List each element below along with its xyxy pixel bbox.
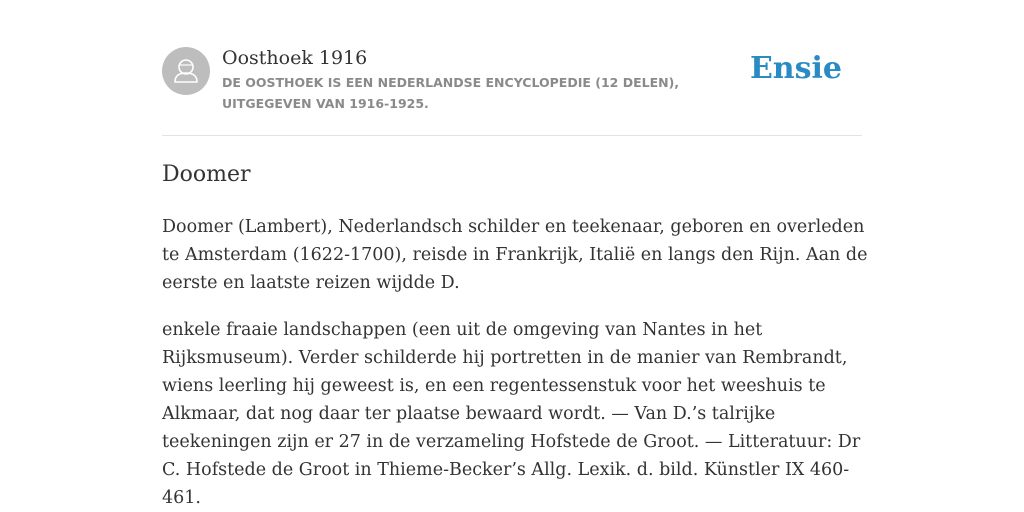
source-title[interactable]: Oosthoek 1916: [222, 47, 368, 69]
article-paragraph-1: Doomer (Lambert), Nederlandsch schilder en teekenaar, geboren en overleden te Amsterdam (1622-1700), reisde in Frankrijk, Italië en langs den Rijn. Aan de eerste en laatste reizen wijdde D.: [162, 217, 868, 293]
source-description: DE OOSTHOEK IS EEN NEDERLANDSE ENCYCLOPEDIE (12 DELEN), UITGEGEVEN VAN 1916-1925.: [222, 75, 680, 111]
source-header: [162, 46, 862, 116]
article-paragraph-2: enkele fraaie landschappen (een uit de omgeving van Nantes in het Rijksmuseum). Verder schilderde hij portretten in de manier van Rembrandt, wiens leerling hij geweest is, en een regentessenstuk voor het weeshuis te Alkmaar, dat nog daar ter plaatse bewaard wordt. — Van D.’s talrijke teekeningen zijn er 27 in de verzameling Hofstede de Groot. — Litteratuur: Dr C. Hofstede de Groot in Thieme-Becker’s Allg. Lexik. d. bild. Künstler IX 460-461.: [162, 320, 861, 508]
avatar[interactable]: [162, 47, 210, 95]
article-body: [162, 213, 868, 512]
user-icon: [162, 47, 210, 95]
article-title: Doomer: [162, 162, 251, 187]
divider: [162, 135, 862, 136]
brand-logo[interactable]: Ensie: [749, 51, 842, 86]
